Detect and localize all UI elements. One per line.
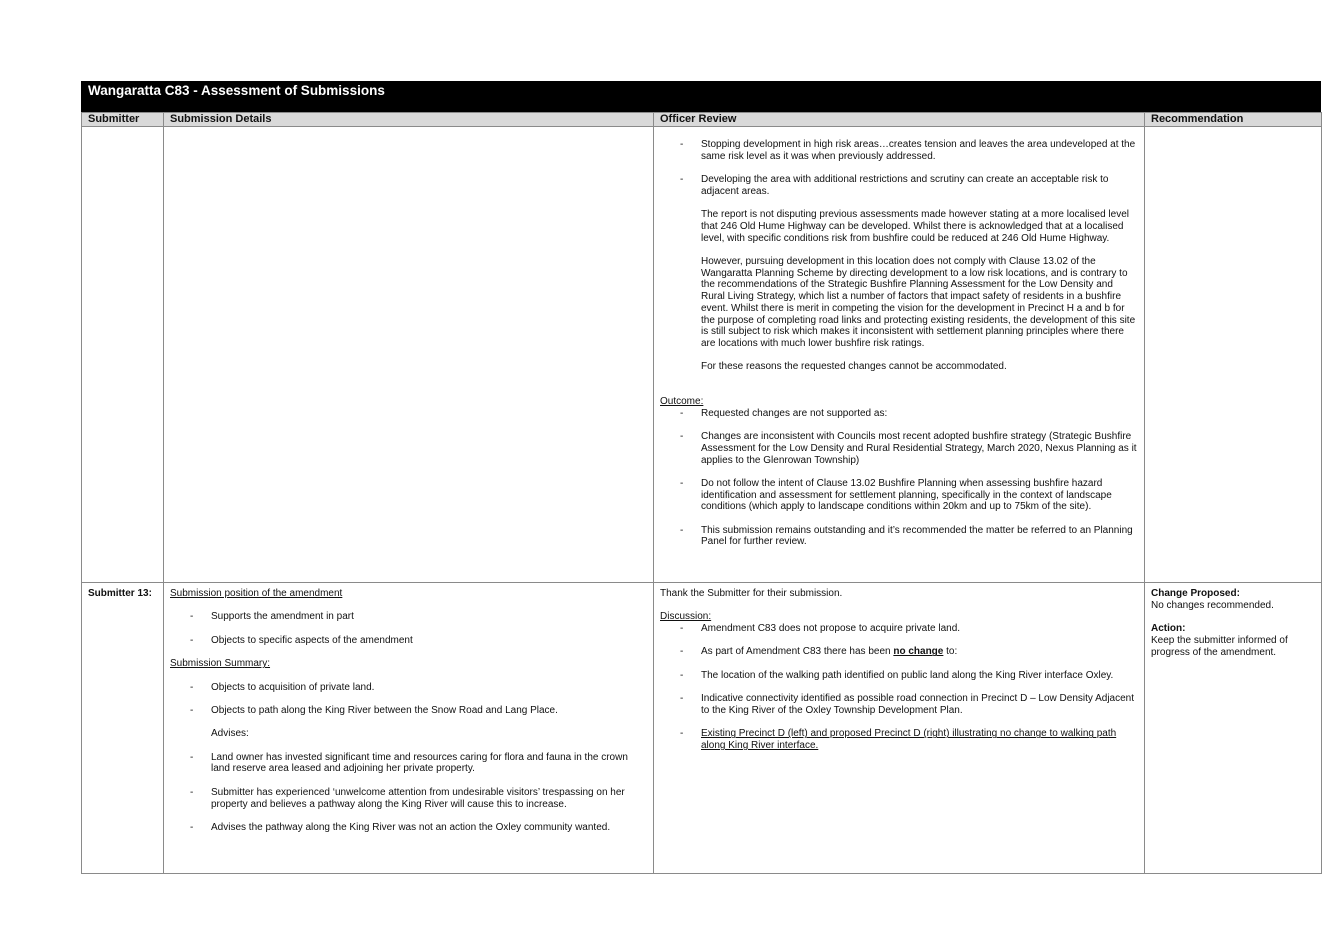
advises-bullet: - Advises the pathway along the King River was not an action the Oxley community wanted. <box>170 822 647 834</box>
officer-review-cell <box>654 583 1145 874</box>
submission-details-cell <box>164 127 654 583</box>
review-paragraph: For these reasons the requested changes cannot be accommodated. <box>701 361 1007 373</box>
discussion-bullet <box>660 646 1138 658</box>
action-text: Keep the submitter informed of progress of the amendment. <box>1151 634 1288 658</box>
advises-label: Advises: <box>211 728 249 740</box>
outcome-bullet: - Changes are inconsistent with Councils most recent adopted bushfire strategy (Strategic Bushfire Assessment for the Low Density and Rural Residential Strategy, March 2020, Nexus Planning as it applies to the Glenrowan Township) <box>660 431 1138 466</box>
discussion-bullet: - Amendment C83 does not propose to acquire private land. <box>660 623 1138 635</box>
review-bullet: - Developing the area with additional restrictions and scrutiny can create an acceptable risk to adjacent areas. <box>660 174 1138 197</box>
table-header-row <box>82 113 1322 127</box>
precinct-illustration-bullet <box>660 728 1138 751</box>
discussion-label: Discussion: <box>660 611 712 623</box>
position-label: Submission position of the amendment <box>170 588 343 599</box>
outcome-bullet: - Do not follow the intent of Clause 13.02 Bushfire Planning when assessing bushfire hazard identification and assessment for settlement planning, specifically in the context of landscape conditions (which apply to landscape conditions within 20km and up to 75km of the site). <box>660 478 1138 513</box>
bullet-text-pre: As part of Amendment C83 there has been <box>701 646 894 658</box>
submission-details-cell <box>164 583 654 874</box>
bullet-text-post: to: <box>943 646 958 658</box>
action-label: Action: <box>1151 623 1186 635</box>
advises-bullet: - Land owner has invested significant time and resources caring for flora and fauna in the crown land reserve area leased and adjoining her private property. <box>170 752 647 775</box>
position-bullet: - Objects to specific aspects of the amendment <box>170 635 647 647</box>
submissions-table <box>81 112 1322 874</box>
header-submitter: Submitter <box>82 113 164 127</box>
thanks-text: Thank the Submitter for their submission. <box>660 588 843 599</box>
outcome-bullet: - This submission remains outstanding and it’s recommended the matter be referred to an Planning Panel for further review. <box>660 525 1138 548</box>
table-row <box>82 583 1322 874</box>
summary-label: Submission Summary: <box>170 658 271 670</box>
review-paragraph: However, pursuing development in this location does not comply with Clause 13.02 of the Wangaratta Planning Scheme by directing development to a low risk locations, and is contrary to the recommendations of the Strategic Bushfire Planning Assessment for the Low Density and Rural Living Strategy, which list a number of factors that impact safety of residents in a bushfire event. Whilst there is merit in competing the vision for the development in Precinct H a and b for the purpose of completing road links and protecting existing residents, the development of this site is still subject to risk which makes it inconsistent with settlement planning principles where there are locations with much lower bushfire risk ratings. <box>701 255 1136 349</box>
header-officer-review: Officer Review <box>654 113 1145 127</box>
header-submission-details: Submission Details <box>164 113 654 127</box>
recommendation-cell <box>1145 127 1322 583</box>
precinct-illustration-text: Existing Precinct D (left) and proposed Precinct D (right) illustrating no change to walking path along King River interface. <box>701 728 1117 752</box>
document-title: Wangaratta C83 - Assessment of Submissions <box>81 81 1321 112</box>
submitter-cell <box>82 127 164 583</box>
summary-bullet: - Objects to acquisition of private land. <box>170 682 647 694</box>
change-proposed-text: No changes recommended. <box>1151 599 1274 611</box>
position-bullet: - Supports the amendment in part <box>170 611 647 623</box>
outcome-bullet: - Requested changes are not supported as: <box>660 408 1138 420</box>
change-proposed-label: Change Proposed: <box>1151 588 1240 599</box>
submitter-label: Submitter 13: <box>82 583 164 874</box>
header-recommendation: Recommendation <box>1145 113 1322 127</box>
review-bullet: - Stopping development in high risk areas…creates tension and leaves the area undeveloped at the same risk level as it was when previously addressed. <box>660 139 1138 162</box>
review-paragraph: The report is not disputing previous assessments made however stating at a more localised level that 246 Old Hume Highway can be developed. Whilst there is acknowledged that at a localised level, with specific conditions risk from bushfire could be reduced at 246 Old Hume Highway. <box>701 209 1129 244</box>
summary-bullet: - Objects to path along the King River between the Snow Road and Lang Place. <box>170 705 647 717</box>
outcome-label: Outcome: <box>660 396 704 407</box>
table-row <box>82 127 1322 583</box>
discussion-bullet: - The location of the walking path identified on public land along the King River interface Oxley. <box>660 670 1138 682</box>
no-change-emphasis: no change <box>893 646 944 658</box>
assessment-page <box>81 81 1321 874</box>
officer-review-cell <box>654 127 1145 583</box>
recommendation-cell <box>1145 583 1322 874</box>
discussion-bullet: - Indicative connectivity identified as possible road connection in Precinct D – Low Density Adjacent to the King River of the Oxley Township Development Plan. <box>660 693 1138 716</box>
advises-bullet: - Submitter has experienced ‘unwelcome attention from undesirable visitors’ trespassing on her property and believes a pathway along the King River will cause this to increase. <box>170 787 647 810</box>
